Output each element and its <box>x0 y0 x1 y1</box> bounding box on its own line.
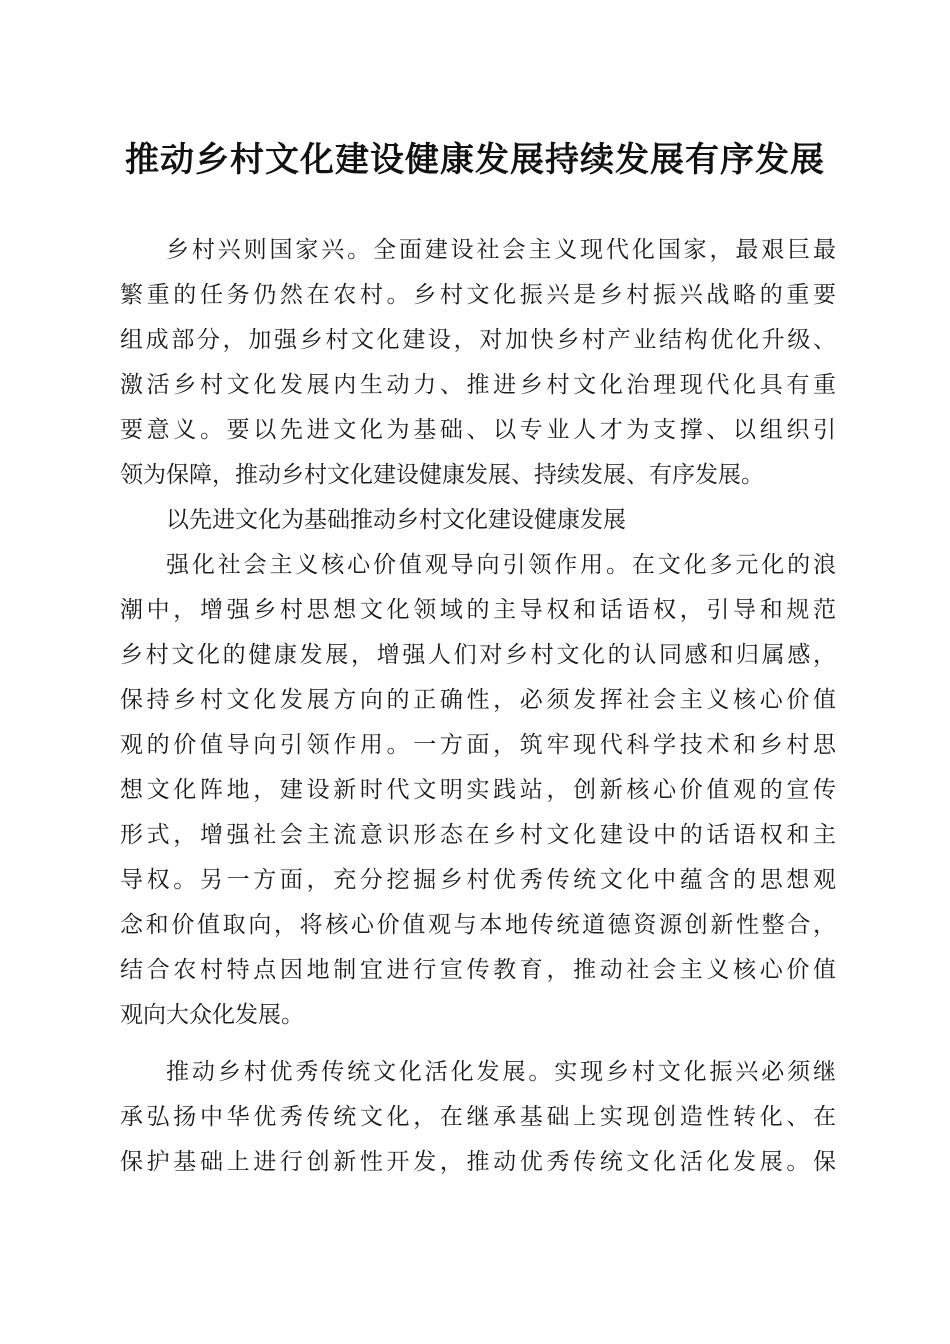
section-heading: 以先进文化为基础推动乡村文化建设健康发展 <box>166 507 626 533</box>
paragraph-line: 观向大众化发展。 <box>120 1002 304 1028</box>
paragraph-line: 乡村兴则国家兴。全面建设社会主义现代化国家，最艰巨最 <box>166 237 836 263</box>
paragraph-line: 形式，增强社会主流意识形态在乡村文化建设中的话语权和主 <box>120 822 836 848</box>
paragraph-line: 观的价值导向引领作用。一方面，筑牢现代科学技术和乡村思 <box>120 732 836 758</box>
paragraph-line: 激活乡村文化发展内生动力、推进乡村文化治理现代化具有重 <box>120 372 836 398</box>
paragraph-line: 潮中，增强乡村思想文化领域的主导权和话语权，引导和规范 <box>120 597 836 623</box>
paragraph-line: 保护基础上进行创新性开发，推动优秀传统文化活化发展。保 <box>120 1149 836 1175</box>
paragraph-line: 领为保障，推动乡村文化建设健康发展、持续发展、有序发展。 <box>120 462 764 488</box>
paragraph-line: 组成部分，加强乡村文化建设，对加快乡村产业结构优化升级、 <box>120 327 836 353</box>
paragraph-line: 强化社会主义核心价值观导向引领作用。在文化多元化的浪 <box>166 552 836 578</box>
paragraph-line: 导权。另一方面，充分挖掘乡村优秀传统文化中蕴含的思想观 <box>120 867 836 893</box>
paragraph-line: 承弘扬中华优秀传统文化，在继承基础上实现创造性转化、在 <box>120 1104 836 1130</box>
paragraph-gap <box>120 1038 836 1050</box>
paragraph-line: 乡村文化的健康发展，增强人们对乡村文化的认同感和归属感， <box>120 642 836 668</box>
paragraph-line: 要意义。要以先进文化为基础、以专业人才为支撑、以组织引 <box>120 417 836 443</box>
paragraph-line: 繁重的任务仍然在农村。乡村文化振兴是乡村振兴战略的重要 <box>120 282 836 308</box>
paragraph-line: 结合农村特点因地制宜进行宣传教育，推动社会主义核心价值 <box>120 957 836 983</box>
paragraph-line: 保持乡村文化发展方向的正确性，必须发挥社会主义核心价值 <box>120 687 836 713</box>
paragraph-line: 念和价值取向，将核心价值观与本地传统道德资源创新性整合， <box>120 912 836 938</box>
paragraph-line: 推动乡村优秀传统文化活化发展。实现乡村文化振兴必须继 <box>166 1059 836 1085</box>
document-body <box>120 228 836 1185</box>
document-title: 推动乡村文化建设健康发展持续发展有序发展 <box>125 140 825 180</box>
paragraph-line: 想文化阵地，建设新时代文明实践站，创新核心价值观的宣传 <box>120 777 836 803</box>
